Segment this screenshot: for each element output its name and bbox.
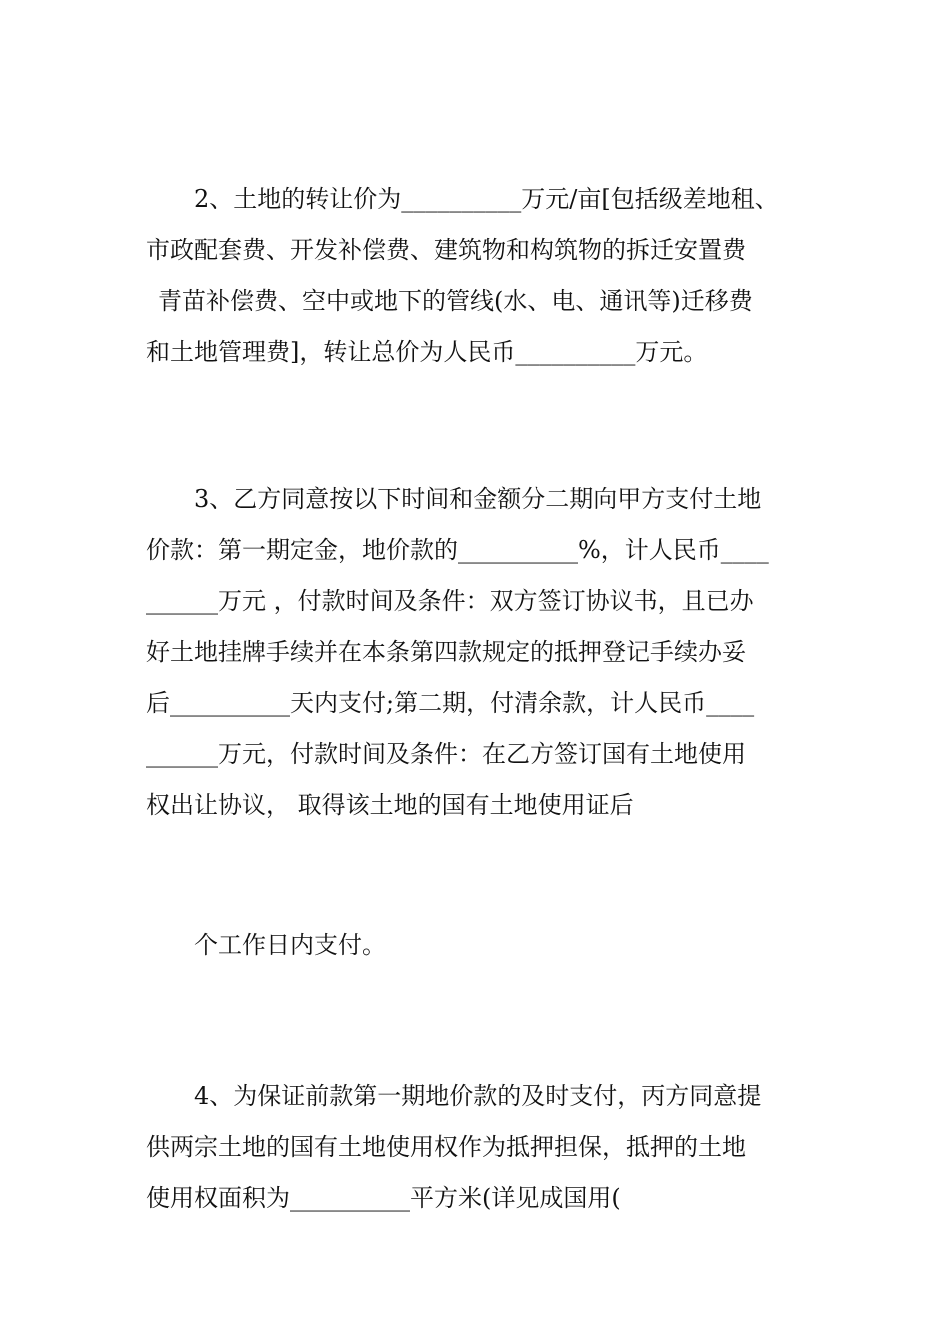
paragraph-3 — [146, 474, 826, 831]
paragraph-line: 后__________天内支付;第二期，付清余款，计人民币____ — [146, 689, 755, 717]
paragraph-4 — [146, 1071, 826, 1224]
paragraph-line: 个工作日内支付。 — [194, 931, 386, 959]
paragraph-line: 好土地挂牌手续并在本条第四款规定的抵押登记手续办妥 — [146, 638, 746, 666]
paragraph-line: 青苗补偿费、空中或地下的管线(水、电、通讯等)迁移费 — [158, 287, 753, 315]
paragraph-line: 4、为保证前款第一期地价款的及时支付，丙方同意提 — [194, 1082, 762, 1110]
paragraph-line: ______万元 ，付款时间及条件：双方签订协议书，且已办 — [146, 587, 754, 615]
paragraph-line: 权出让协议， 取得该土地的国有土地使用证后 — [146, 791, 634, 819]
paragraph-line: ______万元，付款时间及条件：在乙方签订国有土地使用 — [146, 740, 746, 768]
paragraph-line: 市政配套费、开发补偿费、建筑物和构筑物的拆迁安置费 — [146, 236, 746, 264]
paragraph-line: 使用权面积为__________平方米(详见成国用( — [146, 1184, 621, 1212]
paragraph-line: 价款：第一期定金，地价款的__________%，计人民币____ — [146, 536, 769, 564]
paragraph-2 — [146, 174, 826, 378]
paragraph-line: 和土地管理费]，转让总价为人民币__________万元。 — [146, 338, 708, 366]
paragraph-line: 3、乙方同意按以下时间和金额分二期向甲方支付土地 — [194, 485, 762, 513]
paragraph-line: 供两宗土地的国有土地使用权作为抵押担保，抵押的土地 — [146, 1133, 746, 1161]
paragraph-days — [146, 920, 826, 971]
paragraph-line: 2、土地的转让价为__________万元/亩[包括级差地租、 — [194, 185, 779, 213]
